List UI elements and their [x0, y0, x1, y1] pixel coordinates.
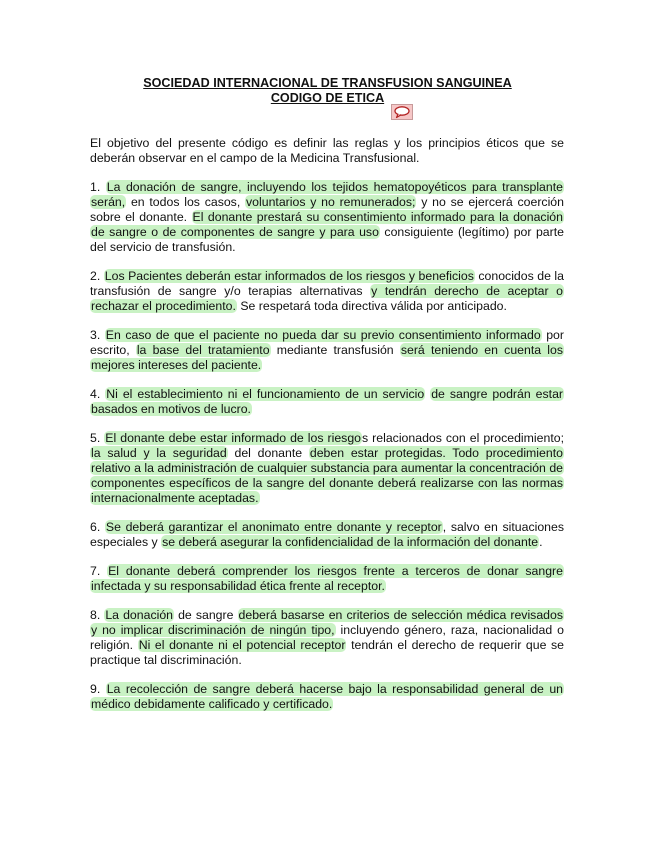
speech-bubble-icon[interactable]: [391, 104, 413, 120]
highlighted-text[interactable]: voluntarios y no remunerados;: [246, 195, 416, 209]
highlighted-text[interactable]: Ni el donante ni el potencial receptor: [138, 638, 346, 652]
highlighted-text[interactable]: y tendrán derecho de aceptar o rechazar el procedimiento.: [91, 284, 563, 313]
paragraph-text: por escrito,: [90, 328, 564, 357]
paragraph-text: s relacionados con el procedimiento;: [362, 431, 564, 445]
paragraph-number: 5.: [90, 431, 101, 445]
paragraph-number: 8.: [90, 608, 101, 622]
paragraph-text: y no se ejercerá coerción sobre el donante.: [90, 195, 564, 224]
paragraph-number: 3.: [90, 328, 101, 342]
paragraph-4: [90, 387, 564, 417]
document-title: SOCIEDAD INTERNACIONAL DE TRANSFUSION SANGUINEA: [143, 76, 512, 90]
document-subtitle: CODIGO DE ETICA: [270, 91, 385, 105]
highlighted-text[interactable]: El donante prestará su consentimiento informado para la donación de sangre o de componentes de sangre y para uso: [91, 210, 563, 239]
paragraph-number: 6.: [90, 520, 101, 534]
paragraph-number: 4.: [90, 387, 101, 401]
highlighted-text[interactable]: será teniendo en cuenta los mejores intereses del paciente.: [91, 343, 563, 372]
paragraph-number: 7.: [90, 564, 101, 578]
highlighted-text[interactable]: En caso de que el paciente no pueda dar su previo consentimiento informado: [105, 328, 541, 342]
paragraph-number: 9.: [90, 682, 101, 696]
paragraph-text: conocidos de la transfusión de sangre y/o terapias alternativas: [90, 269, 564, 298]
paragraph-text: tendrán el derecho de requerir que se practique tal discriminación.: [90, 638, 565, 667]
highlighted-text[interactable]: La donación de sangre, incluyendo los tejidos hematopoyéticos para transplante serán,: [91, 180, 563, 209]
paragraph-text: Se respetará toda directiva válida por anticipado.: [236, 299, 507, 313]
paragraph-8: [90, 608, 564, 668]
highlighted-text[interactable]: la salud y la seguridad: [91, 446, 227, 460]
paragraph-9: [90, 682, 564, 712]
paragraph-text: , salvo en situaciones especiales y: [90, 520, 565, 549]
paragraph-2: [90, 269, 564, 314]
highlighted-text[interactable]: deberá basarse en criterios de selección médica revisados y no implicar discriminación de ningún tipo,: [91, 608, 563, 637]
paragraph-1: [90, 180, 564, 255]
paragraph-text: consiguiente (legítimo) por parte del servicio de transfusión.: [90, 225, 564, 254]
highlighted-text[interactable]: La recolección de sangre deberá hacerse bajo la responsabilidad general de un médico debidamente calificado y certificado.: [91, 682, 563, 711]
highlighted-text[interactable]: Se deberá garantizar el anonimato entre donante y receptor: [105, 520, 442, 534]
document-body: [90, 136, 564, 726]
highlighted-text[interactable]: de sangre podrán estar basados en motivos de lucro.: [91, 387, 564, 416]
paragraph-6: [90, 520, 564, 550]
paragraph-3: [90, 328, 564, 373]
paragraph-number: 2.: [90, 269, 101, 283]
highlighted-text[interactable]: la base del tratamiento: [136, 343, 270, 357]
paragraph-text: en todos los casos,: [126, 195, 246, 209]
paragraph-text: .: [539, 535, 543, 549]
highlighted-text[interactable]: El donante deberá comprender los riesgos frente a terceros de donar sangre infectada y su responsabilidad ética frente al receptor.: [91, 564, 563, 593]
highlighted-text[interactable]: Los Pacientes deberán estar informados de los riesgos y beneficios: [104, 269, 474, 283]
paragraph-7: [90, 564, 564, 594]
highlighted-text[interactable]: deben estar protegidas. Todo procedimiento relativo a la administración de cualquier substancia para aumentar la concentración de componentes específicos de la sangre del donante deberá realizarse con las normas internacionalmente aceptadas.: [91, 446, 563, 505]
paragraph-text: mediante transfusión: [270, 343, 400, 357]
paragraph-text: del donante: [227, 446, 309, 460]
highlighted-text[interactable]: Ni el establecimiento ni el funcionamiento de un servicio: [106, 387, 425, 401]
highlighted-text[interactable]: El donante debe estar informado de los riesgo: [105, 431, 362, 445]
paragraph-number: 1.: [90, 180, 101, 194]
highlighted-text[interactable]: se deberá asegurar la confidencialidad de la información del donante: [162, 535, 539, 549]
paragraph-text: de sangre: [174, 608, 238, 622]
paragraph-text: incluyendo género, raza, nacionalidad o religión.: [90, 623, 564, 652]
document-header: [0, 76, 655, 106]
intro-paragraph: El objetivo del presente código es definir las reglas y los principios éticos que se deberán observar en el campo de la Medicina Transfusional.: [90, 136, 564, 165]
paragraph-5: [90, 431, 564, 506]
highlighted-text[interactable]: La donación: [105, 608, 174, 622]
